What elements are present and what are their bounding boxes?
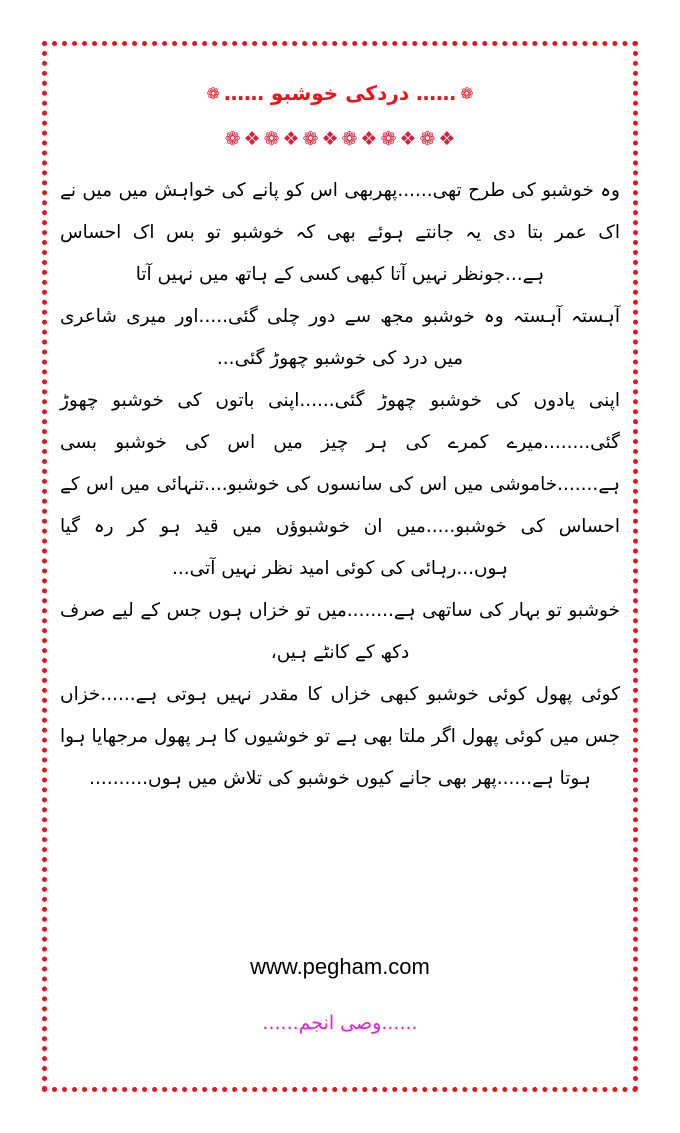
- paragraph-4: خوشبو تو بہار کی ساتھی ہے........میں تو خزاں ہوں جس کے لیے صرف دکھ کے کانٹے ہیں،: [60, 600, 620, 663]
- paragraph-3: اپنی یادوں کی خوشبو چھوڑ گئی......اپنی باتوں کی خوشبو چھوڑ گئی........میرے کمرے کی ہر چیز میں اس کی خوشبو بسی ہے.......خاموشی میں اس کی سانسوں کی خوشبو....تنہائی میں اس کے احساس کی خوشبو.....میں ان خوشبوؤں میں قید ہو کر رہ گیا ہوں...رہائی کی کوئی امید نظر نہیں آتی...: [60, 390, 620, 579]
- divider-flower-icon: ❖: [321, 127, 339, 150]
- paragraph-5: کوئی پھول کوئی خوشبو کبھی خزاں کا مقدر نہیں ہوتی ہے......خزاں جس میں کوئی پھول اگر ملتا بھی ہے تو خوشیوں کا ہر پھول مرجھایا ہوا ہوتا ہے......پھر بھی جانے کیوں خوشبو کی تلاش میں ہوں..........: [60, 684, 620, 789]
- divider-flower-icon: ❁: [419, 127, 436, 150]
- flower-ornament-icon: ❁: [206, 83, 220, 103]
- flower-ornament-icon: ❁: [460, 83, 474, 103]
- author-signature: ......وصی انجم......: [262, 1012, 418, 1034]
- divider-flower-icon: ❁: [263, 127, 280, 150]
- divider-flower-icon: ❁: [380, 127, 397, 150]
- divider-flower-icon: ❁: [341, 127, 358, 150]
- divider-flower-icon: ❖: [360, 127, 378, 150]
- article-body: [60, 170, 620, 800]
- paragraph-1: وہ خوشبو کی طرح تھی......پھربھی اس کو پانے کی خواہش میں میں نے اک عمر بتا دی یہ جانتے ہوئے بھی کہ خوشبو تو بس اک احساس ہے...جونظر نہیں آتا کبھی کسی کے ہاتھ میں نہیں آتا: [60, 180, 620, 285]
- title-row: [0, 76, 680, 110]
- divider-flower-icon: ❖: [243, 127, 261, 150]
- flower-divider: [0, 124, 680, 154]
- website-url: www.pegham.com: [250, 954, 430, 979]
- divider-flower-icon: ❖: [399, 127, 417, 150]
- paragraph-2: آہستہ آہستہ وہ خوشبو مجھ سے دور چلی گئی.....اور میری شاعری میں درد کی خوشبو چھوڑ گئی...: [60, 306, 620, 369]
- divider-flower-icon: ❖: [438, 127, 456, 150]
- page-title: …… دردکی خوشبو ……: [223, 81, 457, 105]
- divider-flower-icon: ❁: [224, 127, 241, 150]
- divider-flower-icon: ❖: [282, 127, 300, 150]
- divider-flower-icon: ❁: [302, 127, 319, 150]
